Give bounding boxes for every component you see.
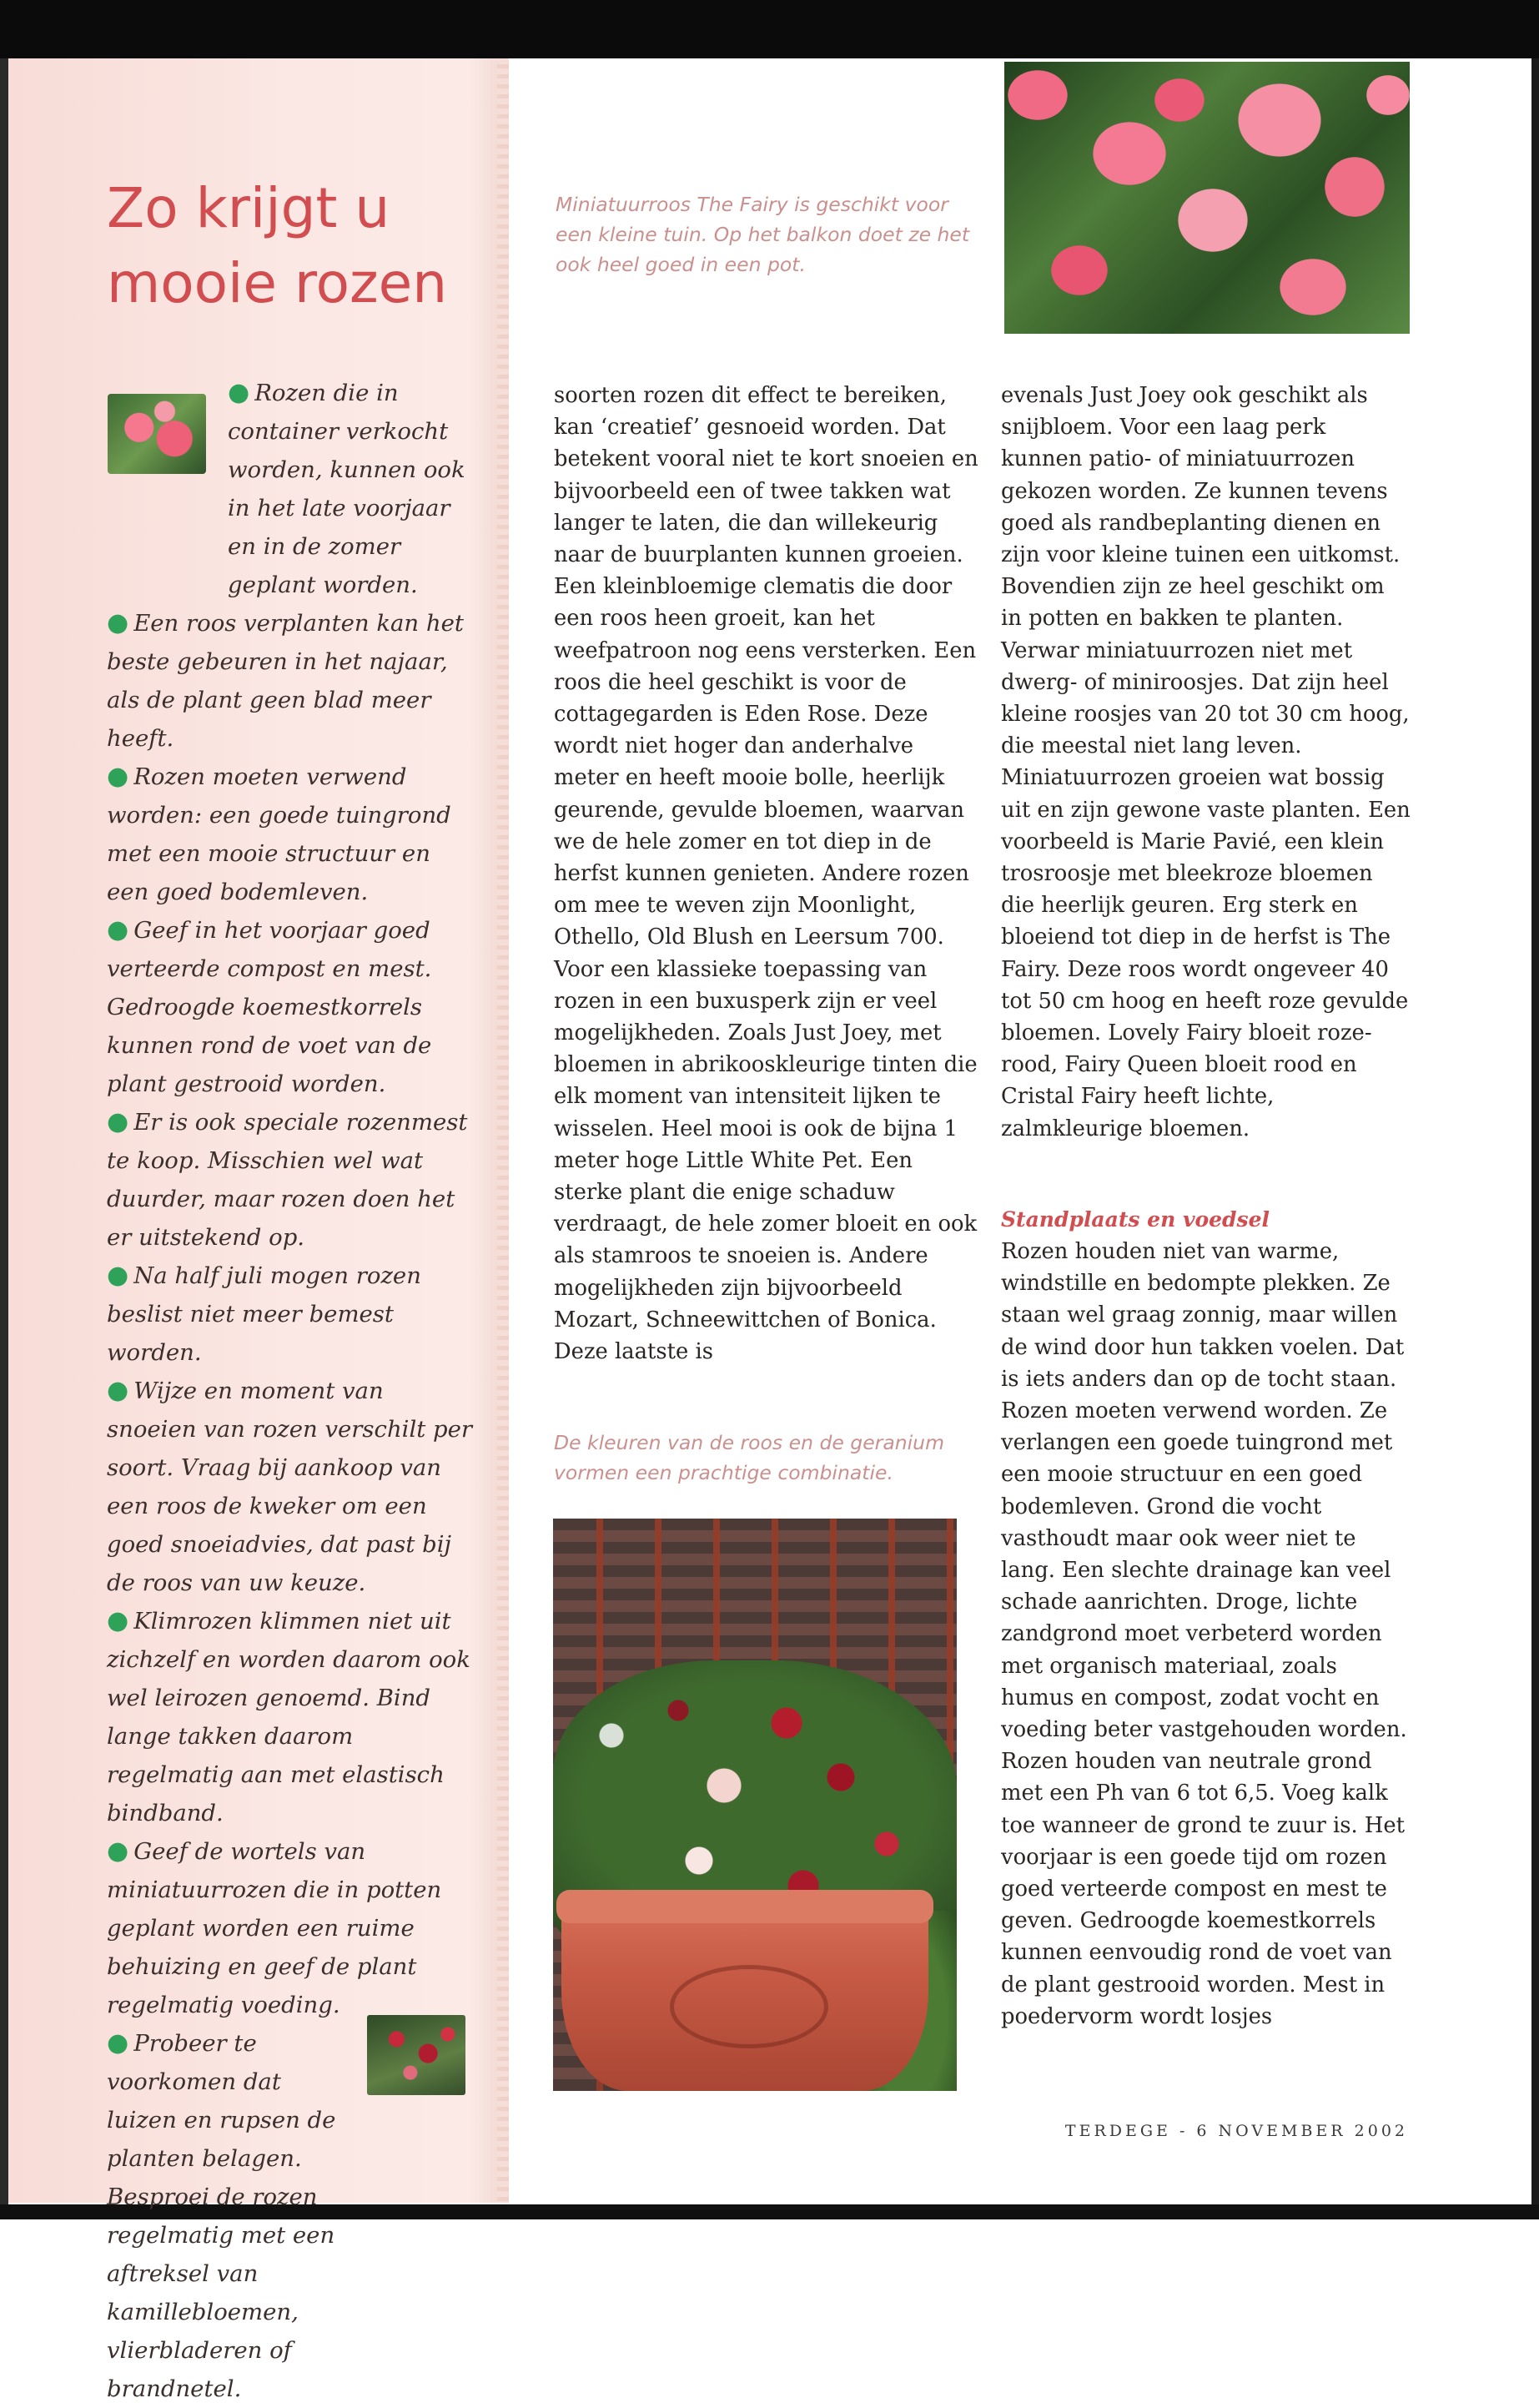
bullet-icon: ● [228,378,250,407]
bullet-icon: ● [107,608,129,637]
photo-caption-top: Miniatuurroos The Fairy is geschikt voor een kleine tuin. Op het balkon doet ze het ook heel goed in een pot. [556,193,970,276]
bullet-icon: ● [107,1261,129,1290]
scan-top-border [0,0,1539,58]
body-column-3-bottom: Rozen houden niet van warme, windstille en bedompte plekken. Ze staan wel graag zonnig, maar willen de wind door hun takken voelen. Dat is iets anders dan op de tocht staan. Rozen moeten verwend worden. Ze verlangen een goede tuingrond met een mooie structuur en een goed bodemleven. Grond die vocht vasthoudt maar ook weer niet te lang. Een slechte drainage kan veel schade aanrichten. Droge, lichte zandgrond moet verbeterd worden met organisch materiaal, zoals humus en compost, zodat vocht en voeding beter vastgehouden worden. Rozen houden van neutrale grond met een Ph van 6 tot 6,5. Voeg kalk toe wanneer de grond te zuur is. Het voorjaar is een goede tijd om rozen goed verteerde compost en mest te geven. Gedroogde koemestkorrels kunnen eenvoudig rond de voet van de plant gestrooid worden. Mest in poedervorm wordt losjes [1001,1239,1407,2029]
tip-item: ● Na half juli mogen rozen beslist niet meer bemest worden. [107,1261,421,1366]
rose-thumbnail-photo-small [367,2015,465,2095]
tip-item: ● Geef in het voorjaar goed verteerde compost en mest. Gedroogde koemestkorrels kunnen rond de voet van de plant gestrooid worden. [107,915,432,1097]
tip-item: ● Klimrozen klimmen niet uit zichzelf en worden daarom ook wel leirozen genoemd. Bind lange takken daarom regelmatig aan met elastisch bindband. [107,1606,470,1826]
bullet-icon: ● [107,2028,129,2058]
tip-item: ● Een roos verplanten kan het beste gebeuren in het najaar, als de plant geen blad meer heeft. [107,608,464,752]
bullet-icon: ● [107,762,129,791]
bullet-icon: ● [107,1836,129,1866]
scan-right-border [1531,58,1539,2219]
scan-left-border [0,58,8,2219]
tips-list [107,374,475,2408]
page-footer: TERDEGE - 6 NOVEMBER 2002 [1064,2122,1408,2140]
bullet-icon: ● [107,1107,129,1136]
bullet-icon: ● [107,1376,129,1405]
tip-item: ● Rozen moeten verwend worden: een goede tuingrond met een mooie structuur en een goed bodemleven. [107,762,451,905]
tip-item: ● Geef de wortels van miniatuurrozen die in potten geplant worden een ruime behuizing en geef de plant regelmatig voeding. [107,1836,442,2018]
bullet-icon: ● [107,915,129,945]
page-title: Zo krijgt u mooie rozen [107,176,448,315]
photo-caption-middle: De kleuren van de roos en de geranium vormen een prachtige combinatie. [554,1431,944,1484]
tip-item: ● Rozen die in container verkocht worden, kunnen ook in het late voorjaar en in de zomer geplant worden. [228,378,465,598]
rose-pot-photo [553,1519,957,2091]
section-heading: Standplaats en voedsel [1001,1207,1270,1232]
bullet-icon: ● [107,1606,129,1635]
body-column-3-top: evenals Just Joey ook geschikt als snijbloem. Voor een laag perk kunnen patio- of miniatuurrozen gekozen worden. Ze kunnen tevens goed als randbeplanting dienen en zijn voor kleine tuinen een uitkomst. Bovendien zijn ze heel geschikt om in potten en bakken te planten. Verwar miniatuurrozen niet met dwerg- of miniroosjes. Dat zijn heel kleine roosjes van 20 tot 30 cm hoog, die meestal niet lang leven. Miniatuurrozen groeien wat bossig uit en zijn gewone vaste planten. Een voorbeeld is Marie Pavié, een klein trosroosje met bleekroze bloemen die heerlijk geuren. Erg sterk en bloeiend tot diep in de herfst is The Fairy. Deze roos wordt ongeveer 40 tot 50 cm hoog en heeft roze gevulde bloemen. Lovely Fairy bloeit roze-rood, Fairy Queen bloeit rood en Cristal Fairy heeft lichte, zalmkleurige bloemen. [1001,383,1411,1141]
tip-item: ● Probeer te voorkomen dat luizen en rupsen de planten belagen. Besproei de rozen regelmatig met een aftreksel van kamillebloemen, vlierbladeren of brandnetel. [107,2028,336,2402]
pink-roses-photo [1004,62,1410,334]
tip-item: ● Er is ook speciale rozenmest te koop. Misschien wel wat duurder, maar rozen doen het er uitstekend op. [107,1107,468,1251]
tip-item: ● Wijze en moment van snoeien van rozen verschilt per soort. Vraag bij aankoop van een roos de kweker om een goed snoeiadvies, dat past bij de roos van uw keuze. [107,1376,473,1596]
body-column-2: soorten rozen dit effect te bereiken, kan ‘creatief’ gesnoeid worden. Dat betekent vooral niet te kort snoeien en bijvoorbeeld een of twee takken wat langer te laten, die dan willekeurig naar de buurplanten kunnen groeien. Een kleinbloemige clematis die door een roos heen groeit, kan het weefpatroon nog eens versterken. Een roos die heel geschikt is voor de cottagegarden is Eden Rose. Deze wordt niet hoger dan anderhalve meter en heeft mooie bolle, heerlijk geurende, gevulde bloemen, waarvan we de hele zomer en tot diep in de herfst kunnen genieten. Andere rozen om mee te weven zijn Moonlight, Othello, Old Blush en Leersum 700. Voor een klassieke toepassing van rozen in een buxusperk zijn er veel mogelijkheden. Zoals Just Joey, met bloemen in abrikooskleurige tinten die elk moment van intensiteit lijken te wisselen. Heel mooi is ook de bijna 1 meter hoge Little White Pet. Een sterke plant die enige schaduw verdraagt, de hele zomer bloeit en ook als stamroos te snoeien is. Andere mogelijkheden zijn bijvoorbeeld Mozart, Schneewittchen of Bonica. Deze laatste is [554,383,978,1365]
terracotta-pot-illustration [561,1898,928,2091]
